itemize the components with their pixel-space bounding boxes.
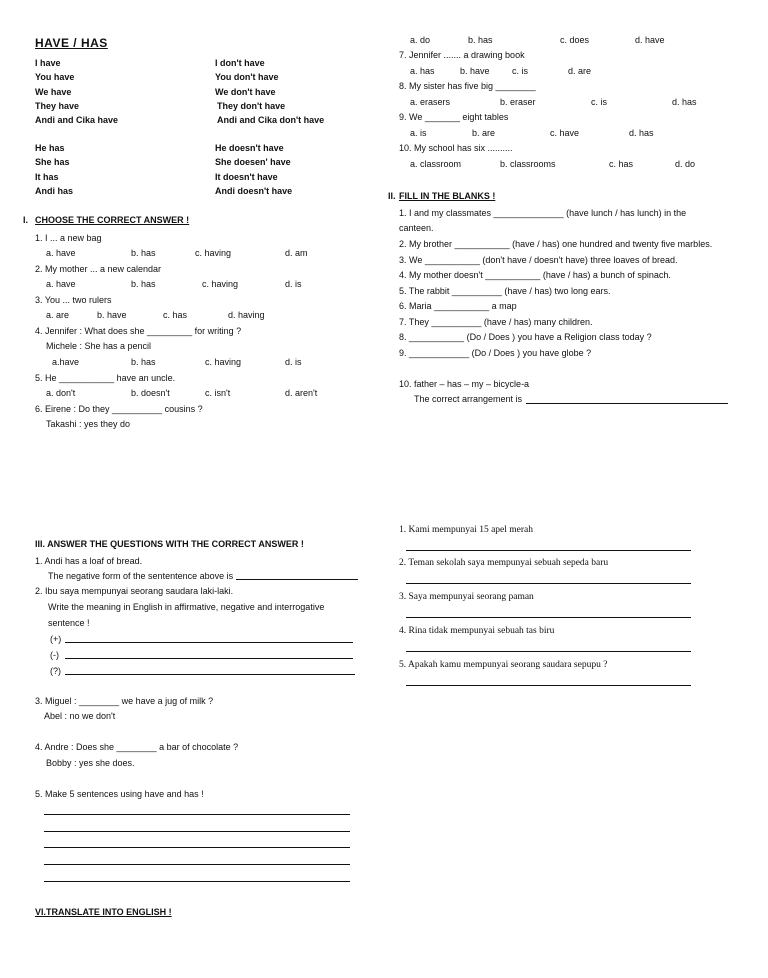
section-title: III. ANSWER THE QUESTIONS WITH THE CORRECT ANSWER ! — [35, 539, 304, 549]
blank-item: 4. My mother doesn't ___________ (have / has) a bunch of spinach. — [399, 270, 671, 280]
pronoun-line: It has — [35, 172, 59, 182]
answer-line[interactable] — [65, 642, 353, 643]
option: c. has — [609, 159, 634, 169]
option: c. is — [512, 66, 529, 76]
option: b. are — [472, 128, 496, 138]
option: c. having — [205, 357, 242, 367]
option: c. has — [163, 310, 188, 320]
blank-item: 3. We ___________ (don't have / doesn't have) three loaves of bread. — [399, 255, 678, 265]
blank-item: 7. They __________ (have / has) many children. — [399, 317, 593, 327]
pronoun-line: They have — [35, 101, 80, 111]
option: a. are — [46, 310, 70, 320]
blank-item: 1. I and my classmates ______________ (have lunch / has lunch) in the — [399, 208, 687, 218]
pronoun-line: We don't have — [215, 87, 276, 97]
question-text: 2. My mother ... a new calendar — [35, 264, 162, 274]
question-text: 4. Jennifer : What does she _________ for writing ? — [35, 326, 242, 336]
option: d. am — [285, 248, 308, 258]
option: b. classrooms — [500, 159, 556, 169]
option: b. have — [460, 66, 490, 76]
pronoun-line: I don't have — [215, 58, 265, 68]
option: a. has — [410, 66, 435, 76]
section-title: FILL IN THE BLANKS ! — [399, 191, 496, 201]
option: b. eraser — [500, 97, 536, 107]
option: a. do — [410, 35, 431, 45]
answer-line[interactable] — [406, 550, 691, 551]
option: c. having — [195, 248, 232, 258]
answer-line[interactable] — [65, 658, 353, 659]
option: b. has — [131, 279, 156, 289]
question-text: 1. Andi has a loaf of bread. — [35, 556, 143, 566]
blank-item: 10. father – has – my – bicycle-a — [399, 379, 530, 389]
question-text: sentence ! — [48, 618, 90, 628]
sentence-mark: (+) — [50, 634, 62, 644]
answer-line[interactable] — [44, 847, 350, 848]
question-text: Bobby : yes she does. — [46, 758, 135, 768]
option: d. has — [672, 97, 697, 107]
pronoun-line: They don't have — [217, 101, 286, 111]
blank-item: 2. My brother ___________ (have / has) one hundred and twenty five marbles. — [399, 239, 713, 249]
translate-item: 1. Kami mempunyai 15 apel merah — [399, 525, 534, 535]
option: d. are — [568, 66, 592, 76]
page-title: HAVE / HAS — [35, 36, 108, 50]
question-text: 3. You ... two rulers — [35, 295, 112, 305]
section-numeral: II. — [388, 191, 396, 201]
option: d. aren't — [285, 388, 318, 398]
translate-item: 3. Saya mempunyai seorang paman — [399, 592, 534, 602]
pronoun-line: I have — [35, 58, 61, 68]
answer-line[interactable] — [406, 685, 691, 686]
option: d. have — [635, 35, 665, 45]
blank-item: 5. The rabbit __________ (have / has) two long ears. — [399, 286, 611, 296]
pronoun-line: He doesn't have — [215, 143, 284, 153]
question-text: 1. I ... a new bag — [35, 233, 102, 243]
option: a. erasers — [410, 97, 451, 107]
option: c. isn't — [205, 388, 231, 398]
option: d. is — [285, 357, 302, 367]
answer-line[interactable] — [406, 651, 691, 652]
option: b. have — [97, 310, 127, 320]
question-text: 2. Ibu saya mempunyai seorang saudara laki-laki. — [35, 586, 234, 596]
question-text: 5. Make 5 sentences using have and has ! — [35, 789, 204, 799]
option: a. have — [46, 279, 76, 289]
answer-line[interactable] — [236, 579, 358, 580]
option: c. having — [202, 279, 239, 289]
blank-item: 8. ___________ (Do / Does ) you have a Religion class today ? — [399, 332, 652, 342]
question-text: 6. Eirene : Do they __________ cousins ? — [35, 404, 203, 414]
pronoun-line: You don't have — [215, 72, 279, 82]
question-text: 9. We _______ eight tables — [399, 112, 509, 122]
answer-line[interactable] — [44, 881, 350, 882]
pronoun-line: Andi and Cika don't have — [217, 115, 325, 125]
translate-item: 5. Apakah kamu mempunyai seorang saudara sepupu ? — [399, 660, 608, 670]
option: b. has — [131, 248, 156, 258]
option: c. does — [560, 35, 590, 45]
section-title: CHOOSE THE CORRECT ANSWER ! — [35, 215, 190, 225]
pronoun-line: Andi has — [35, 186, 74, 196]
pronoun-line: Andi doesn't have — [215, 186, 293, 196]
option: b. has — [468, 35, 493, 45]
pronoun-line: She has — [35, 157, 70, 167]
option: d. is — [285, 279, 302, 289]
pronoun-line: It doesn't have — [215, 172, 278, 182]
option: b. has — [131, 357, 156, 367]
blank-item: The correct arrangement is — [414, 394, 523, 404]
question-text: 4. Andre : Does she ________ a bar of chocolate ? — [35, 742, 239, 752]
option: c. is — [591, 97, 608, 107]
question-text: Abel : no we don't — [44, 711, 116, 721]
option: c. have — [550, 128, 580, 138]
option: a. classroom — [410, 159, 462, 169]
option: d. having — [228, 310, 265, 320]
pronoun-line: He has — [35, 143, 65, 153]
section-numeral: I. — [23, 215, 29, 225]
blank-item: 9. ____________ (Do / Does ) you have globe ? — [399, 348, 592, 358]
option: a. don't — [46, 388, 76, 398]
question-text: 10. My school has six .......... — [399, 143, 513, 153]
pronoun-line: You have — [35, 72, 75, 82]
option: a.have — [52, 357, 80, 367]
question-text: 8. My sister has five big ________ — [399, 81, 536, 91]
section-title: VI.TRANSLATE INTO ENGLISH ! — [35, 907, 172, 917]
blank-item: canteen. — [399, 223, 434, 233]
answer-line[interactable] — [44, 864, 350, 865]
translate-item: 4. Rina tidak mempunyai sebuah tas biru — [399, 626, 555, 636]
answer-line[interactable] — [44, 831, 350, 832]
question-text: The negative form of the sententence above is — [48, 571, 234, 581]
answer-line[interactable] — [65, 674, 355, 675]
question-text: Michele : She has a pencil — [46, 341, 152, 351]
answer-line[interactable] — [526, 403, 728, 404]
option: b. doesn't — [131, 388, 170, 398]
question-text: 5. He ___________ have an uncle. — [35, 373, 176, 383]
option: d. do — [675, 159, 696, 169]
question-text: 7. Jennifer ....... a drawing book — [399, 50, 525, 60]
translate-item: 2. Teman sekolah saya mempunyai sebuah sepeda baru — [399, 558, 609, 568]
answer-line[interactable] — [406, 617, 691, 618]
question-text: Write the meaning in English in affirmative, negative and interrogative — [48, 602, 325, 612]
option: d. has — [629, 128, 654, 138]
answer-line[interactable] — [406, 583, 691, 584]
pronoun-line: Andi and Cika have — [35, 115, 119, 125]
question-text: 3. Miguel : ________ we have a jug of milk ? — [35, 696, 214, 706]
option: a. have — [46, 248, 76, 258]
pronoun-line: She doesen' have — [215, 157, 291, 167]
question-text: Takashi : yes they do — [46, 419, 131, 429]
sentence-mark: (-) — [50, 650, 59, 660]
answer-line[interactable] — [44, 814, 350, 815]
pronoun-line: We have — [35, 87, 72, 97]
sentence-mark: (?) — [50, 666, 61, 676]
blank-item: 6. Maria ___________ a map — [399, 301, 517, 311]
option: a. is — [410, 128, 427, 138]
